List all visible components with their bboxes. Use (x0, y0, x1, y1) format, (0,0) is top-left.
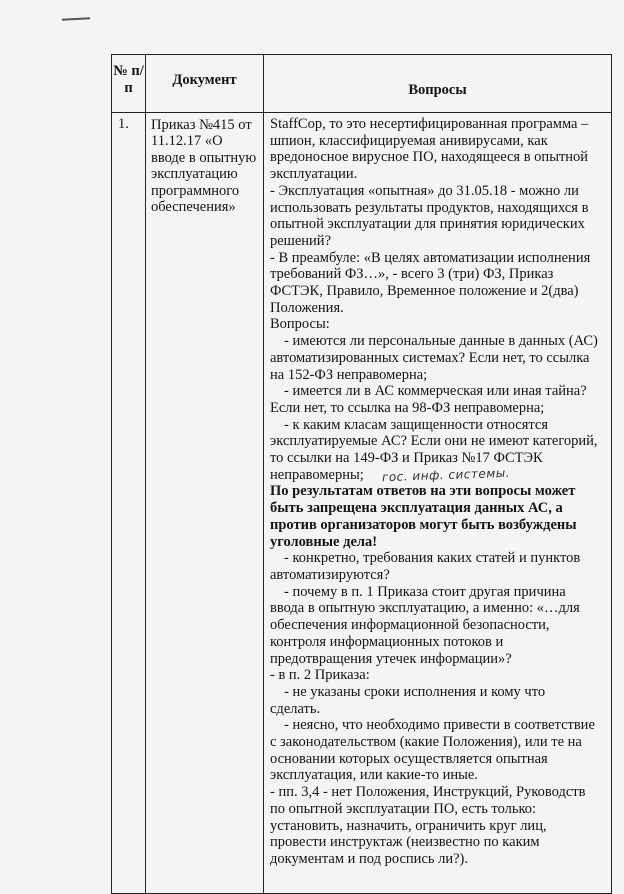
question-line (270, 450, 608, 467)
questions-table (111, 54, 612, 894)
document-cell (146, 113, 264, 894)
question-line (270, 183, 608, 200)
question-line-text: Положения. (270, 299, 344, 316)
question-line-text: StaffCop, то это несертифицированная программа – (270, 116, 589, 132)
question-line-text: - Эксплуатация «опытная» до 31.05.18 - можно ли (270, 182, 579, 199)
question-line (270, 250, 608, 267)
question-line-text: автоматизированных системах? Если нет, то ссылка (270, 349, 590, 366)
question-line (270, 801, 608, 818)
question-line-text: требований ФЗ…», - всего 3 (три) ФЗ, Приказ (270, 266, 554, 283)
question-line-text: ввода в опытную эксплуатацию, а именно: «…для (270, 600, 580, 617)
question-line-text: сделать. (270, 700, 321, 717)
question-line (270, 717, 608, 734)
question-line-text: против организаторов могут быть возбуждены (270, 516, 577, 533)
question-line-text: на 152-ФЗ неправомерна; (270, 366, 428, 383)
question-line (270, 400, 608, 417)
question-line-text: установить, назначить, ограничить круг лиц, (270, 817, 547, 834)
scan-mark (62, 17, 90, 20)
question-line (270, 200, 608, 217)
question-line-text: - конкретно, требования каких статей и пунктов (284, 550, 581, 567)
question-line (270, 116, 608, 133)
question-line-text: уголовные дела! (270, 533, 378, 550)
question-line-text: - не указаны сроки исполнения и кому что (284, 683, 546, 700)
question-line-text: По результатам ответов на эти вопросы может (270, 483, 576, 500)
question-line-text: - в п. 2 Приказа: (270, 667, 370, 684)
document-line: эксплуатацию (151, 166, 238, 183)
question-line-text: эксплуатации. (270, 166, 358, 183)
question-line-text: - к каким класам защищенности относятся (284, 416, 549, 433)
question-line-text: ФСТЭК, Правило, Временное положение и 2(два) (270, 283, 579, 300)
question-line-text: - имеется ли в АС коммерческая или иная тайна? (284, 383, 587, 400)
question-line-text: эксплуатация, или какие-то иные. (270, 767, 478, 784)
question-line (270, 818, 608, 835)
table-header-row (112, 55, 612, 113)
question-line (270, 851, 608, 868)
question-line (270, 651, 608, 668)
question-line (270, 600, 608, 617)
question-line (270, 283, 608, 300)
document-line: Приказ №415 от (151, 117, 252, 133)
question-line-text: по опытной эксплуатации ПО, есть только: (270, 800, 537, 817)
document-line: вводе в опытную (151, 149, 257, 166)
bold-warning-line (270, 500, 608, 517)
question-line-text: - неясно, что необходимо привести в соответствие (284, 717, 595, 734)
question-line (270, 367, 608, 384)
question-line-text: Если нет, то ссылка на 98-ФЗ неправомерна; (270, 399, 545, 416)
header-document: Документ (146, 55, 264, 113)
document-line: обеспечения» (151, 199, 236, 216)
question-line-text: контроля информационных потоков и (270, 633, 504, 650)
question-line (270, 734, 608, 751)
question-line (270, 567, 608, 584)
question-line (270, 316, 608, 333)
question-line-text: провести инструктаж (неизвестно по каким (270, 834, 540, 851)
question-line (270, 383, 608, 400)
question-line (270, 216, 608, 233)
question-line (270, 233, 608, 250)
document-line: программного (151, 182, 240, 199)
question-line-text: эксплуатируемые АС? Если они не имеют категорий, (270, 433, 598, 450)
question-line (270, 751, 608, 768)
question-line (270, 684, 608, 701)
questions-cell (264, 113, 612, 894)
question-line (270, 617, 608, 634)
question-line-text: - В преамбуле: «В целях автоматизации исполнения (270, 249, 591, 266)
question-line (270, 834, 608, 851)
question-line-text: то ссылки на 149-ФЗ и Приказ №17 ФСТЭК (270, 450, 543, 467)
document-line: 11.12.17 «О (151, 133, 223, 150)
question-line-text: вредоносное вирусное ПО, находящееся в опытной (270, 149, 589, 166)
question-line (270, 333, 608, 350)
question-line-text: неправомерны; (270, 466, 364, 483)
question-line-text: основании которых осуществляется опытная (270, 750, 548, 767)
bold-warning-line (270, 517, 608, 534)
question-line (270, 350, 608, 367)
question-line (270, 133, 608, 150)
bold-warning-line (270, 483, 608, 500)
handwritten-note: гос. инф. системы. (381, 465, 511, 484)
question-line (270, 149, 608, 166)
question-line-text: - пп. 3,4 - нет Положения, Инструкций, Руководств (270, 784, 586, 801)
question-line-text: - имеются ли персональные данные в данных (АС) (284, 333, 598, 350)
question-line (270, 417, 608, 434)
table-row (112, 113, 612, 894)
question-line-text: предотвращения утечек информации»? (270, 650, 512, 667)
bold-warning-line (270, 534, 608, 551)
row-number: 1. (112, 113, 146, 894)
question-line (270, 166, 608, 183)
question-line-text: документам и под роспись ли?). (270, 850, 469, 867)
question-line-text: использовать результаты продуктов, находящихся в (270, 199, 589, 216)
question-line-text: решений? (270, 232, 332, 249)
question-line-text: - почему в п. 1 Приказа стоит другая причина (284, 583, 566, 600)
header-num: № п/п (112, 55, 146, 113)
question-line (270, 667, 608, 684)
question-line-text: быть запрещена эксплуатация данных АС, а (270, 500, 563, 517)
question-line-text: шпион, классифицируемая анивирусами, как (270, 132, 548, 149)
question-line-text: Вопросы: (270, 316, 330, 333)
question-line (270, 300, 608, 317)
question-line (270, 433, 608, 450)
question-line-text: автоматизируются? (270, 566, 390, 583)
header-questions: Вопросы (264, 55, 612, 113)
question-line (270, 701, 608, 718)
question-line-text: опытной эксплуатации для принятия юридических (270, 216, 585, 233)
question-line-text: с законодательством (какие Положения), или те на (270, 734, 582, 751)
question-line (270, 634, 608, 651)
question-line (270, 467, 608, 484)
question-line (270, 767, 608, 784)
question-line (270, 266, 608, 283)
question-line (270, 550, 608, 567)
question-line (270, 784, 608, 801)
question-line-text: обеспечения информационной безопасности, (270, 617, 550, 634)
question-line (270, 584, 608, 601)
